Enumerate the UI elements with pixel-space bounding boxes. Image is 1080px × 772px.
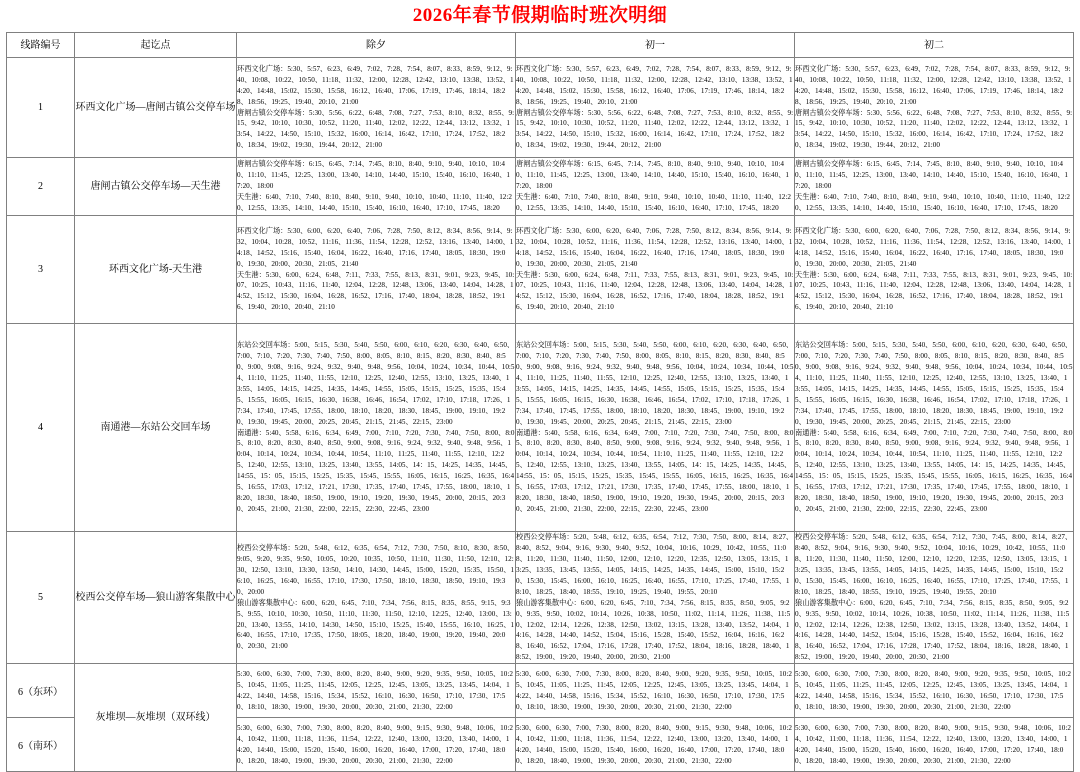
times-line: 东站公交回车场：5:00、5:15、5:30、5:40、5:50、6:00、6:10、6:20、6:30、6:40、6:50、7:00、7:10、7:20、7:30、7:40、7:50、8:00、8:05、8:10、8:15、8:20、8:30、8:40、8:50、9:00、9:08、9:16、9:24、9:32、9:40、9:48、9:56、10:04、10:24、10:34、10:44、10:54、11:10、11:25、11:40、11:55、12:10、12:25、12:40、12:55、13:10、13:25、13:40、13:55、14:05、14:15、14:25、14:35、14:45、14:55、15:05、15:15、15:25、15:35、15:45、15:55、16:05、16:15、16:30、16:38、16:46、16:54、17:02、17:10、17:18、17:26、17:34、17:40、17:45、17:55、18:00、18:10、18:20、18:30、18:45、19:00、19:10、19:20、19:30、19:45、20:00、20:25、20:45、21:15、21:45、22:15、23:00 xyxy=(237,341,515,426)
times-line: 唐闸古镇公交停车场：6:15、6:45、7:14、7:45、8:10、8:40、9:10、9:40、10:10、10:40、11:10、11:45、12:25、13:00、13:40、14:10、14:40、15:10、15:40、16:10、16:40、17:20、18:00 xyxy=(795,160,1068,191)
times-line: 校西公交停车场：5:20、5:48、6:12、6:35、6:54、7:12、7:30、7:50、8:10、8:30、8:50、9:05、9:20、9:35、9:50、10:05、10:20、10:35、10:50、11:10、11:30、11:50、12:10、12:30、12:50、13:10、13:30、13:50、14:10、14:30、14:45、15:00、15:20、15:35、15:50、16:10、16:25、16:40、16:55、17:10、17:30、17:50、18:10、18:30、18:50、19:10、19:30、20:00 xyxy=(237,543,515,596)
cell-times-chuer xyxy=(795,664,1074,718)
times-line: 5:30、6:00、6:30、7:00、7:30、8:00、8:20、8:40、9:00、9:15、9:30、9:48、10:06、10:24、10:42、11:00、11:18、11:36、11:54、12:22、12:40、13:00、13:20、13:40、14:00、14:20、14:40、15:00、15:20、15:40、16:00、16:20、16:40、17:00、17:20、17:40、18:00、18:20、18:40、19:00、19:30、20:00、20:30、21:00、21:30、22:00 xyxy=(516,723,792,765)
times-line: 南通港：5:40、5:58、6:16、6:34、6:49、7:00、7:10、7:20、7:30、7:40、7:50、8:00、8:05、8:10、8:20、8:30、8:40、8:50、9:00、9:08、9:16、9:24、9:32、9:40、9:48、9:56、10:04、10:14、10:24、10:34、10:44、10:54、11:10、11:25、11:40、11:55、12:10、12:25、12:40、12:55、13:10、13:25、13:40、13:55、14:05、14：15、14:25、14:35、14:45、14:55、15：05、15:15、15:25、15:35、15:45、15:55、16:05、16:15、16:25、16:35、16:45、16:55、17:03、17:12、17:21、17:30、17:35、17:40、17:45、17:55、18:00、18:10、18:20、18:30、18:40、18:50、19:00、19:10、19:20、19:30、19:45、20:00、20:15、20:30、20:45、21:00、21:30、22:00、22:15、22:30、22:45、23:00 xyxy=(237,428,515,514)
cell-times-chuer xyxy=(795,324,1074,532)
header-day-chuxi: 除夕 xyxy=(237,33,516,58)
table-row xyxy=(7,664,1074,718)
cell-times-chuxi xyxy=(237,216,516,324)
times-line: 环西文化广场：5:30、6:00、6:20、6:40、7:06、7:28、7:50、8:12、8:34、8:56、9:14、9:32、10:04、10:28、10:52、11:16、11:36、11:54、12:28、12:52、13:16、13:40、14:00、14:18、14:52、15:16、15:40、16:04、16:22、16:40、17:16、17:40、18:05、18:30、19:00、19:30、20:00、20:30、21:05、21:40 xyxy=(516,226,793,268)
cell-times-chuyi xyxy=(516,58,795,158)
times-line: 5:30、6:00、6:30、7:00、7:30、8:00、8:20、8:40、9:00、9:20、9:35、9:50、10:05、10:25、10:45、11:05、11:25、11:45、12:05、12:25、12:45、13:05、13:25、13:45、14:04、14:22、14:40、14:58、15:16、15:34、15:52、16:10、16:30、16:50、17:10、17:30、17:50、18:10、18:30、19:00、19:30、20:00、20:30、21:00、21:30、22:00 xyxy=(237,669,513,711)
table-row xyxy=(7,58,1074,158)
times-line: 环西文化广场：5:30、5:57、6:23、6:49、7:02、7:28、7:54、8:07、8:33、8:59、9:12、9:40、10:08、10:22、10:50、11:18、11:32、12:00、12:28、12:42、13:10、13:38、13:52、14:20、14:48、15:02、15:30、15:58、16:12、16:40、17:06、17:19、17:46、18:14、18:28、18:56、19:25、19:40、20:10、21:00 xyxy=(516,64,793,106)
cell-terminals: 灰堆坝—灰堆坝（双环线） xyxy=(75,664,237,772)
cell-route-no: 2 xyxy=(7,158,75,216)
page-title: 2026年春节假期临时班次明细 xyxy=(412,5,668,26)
cell-route-no: 6（东环） xyxy=(7,664,75,718)
times-line: 5:30、6:00、6:30、7:00、7:30、8:00、8:20、8:40、9:00、9:15、9:30、9:48、10:06、10:24、10:42、11:00、11:18、11:36、11:54、12:22、12:40、13:00、13:20、13:40、14:00、14:20、14:40、15:00、15:20、15:40、16:00、16:20、16:40、17:00、17:20、17:40、18:00、18:20、18:40、19:00、19:30、20:00、20:30、21:00、21:30、22:00 xyxy=(237,723,513,765)
times-line: 天生港：6:40、7:10、7:40、8:10、8:40、9:10、9:40、10:10、10:40、11:10、11:40、12:20、12:55、13:35、14:10、14:40、15:10、15:40、16:10、16:40、17:10、17:45、18:20 xyxy=(237,192,512,212)
times-line: 天生港：6:40、7:10、7:40、8:10、8:40、9:10、9:40、10:10、10:40、11:10、11:40、12:20、12:55、13:35、14:10、14:40、15:10、15:40、16:10、16:40、17:10、17:45、18:20 xyxy=(795,192,1070,212)
cell-route-no: 5 xyxy=(7,532,75,664)
times-line: 天生港：5:30、6:00、6:24、6:48、7:11、7:33、7:55、8:13、8:31、9:01、9:23、9:45、10:07、10:25、10:43、11:16、11:40、12:04、12:28、12:48、13:06、13:40、14:04、14:28、14:52、15:12、15:30、16:04、16:28、16:52、17:16、17:40、18:04、18:28、18:52、19:16、19:40、20:10、20:40、21:10 xyxy=(516,270,794,312)
times-line: 天生港：6:40、7:10、7:40、8:10、8:40、9:10、9:40、10:10、10:40、11:10、11:40、12:20、12:55、13:35、14:10、14:40、15:10、15:40、16:10、16:40、17:10、17:45、18:20 xyxy=(516,192,791,212)
schedule-table xyxy=(6,32,1074,772)
times-line: 南通港：5:40、5:58、6:16、6:34、6:49、7:00、7:10、7:20、7:30、7:40、7:50、8:00、8:05、8:10、8:20、8:30、8:40、8:50、9:00、9:08、9:16、9:24、9:32、9:40、9:48、9:56、10:04、10:14、10:24、10:34、10:44、10:54、11:10、11:25、11:40、11:55、12:10、12:25、12:40、12:55、13:10、13:25、13:40、13:55、14:05、14：15、14:25、14:35、14:45、14:55、15：05、15:15、15:25、15:35、15:45、15:55、16:05、16:15、16:25、16:35、16:45、16:55、17:03、17:12、17:21、17:30、17:35、17:40、17:45、17:55、18:00、18:10、18:20、18:30、18:40、18:50、19:00、19:10、19:20、19:30、19:45、20:00、20:15、20:30、20:45、21:00、21:30、22:00、22:15、22:30、22:45、23:00 xyxy=(795,428,1073,514)
cell-terminals: 校西公交停车场—狼山游客集散中心 xyxy=(75,532,237,664)
table-row xyxy=(7,158,1074,216)
table-row xyxy=(7,532,1074,664)
times-line: 东站公交回车场：5:00、5:15、5:30、5:40、5:50、6:00、6:10、6:20、6:30、6:40、6:50、7:00、7:10、7:20、7:30、7:40、7:50、8:00、8:05、8:10、8:15、8:20、8:30、8:40、8:50、9:00、9:08、9:16、9:24、9:32、9:40、9:48、9:56、10:04、10:24、10:34、10:44、10:54、11:10、11:25、11:40、11:55、12:10、12:25、12:40、12:55、13:10、13:25、13:40、13:55、14:05、14:15、14:25、14:35、14:45、14:55、15:05、15:15、15:25、15:35、15:45、15:55、16:05、16:15、16:30、16:38、16:46、16:54、17:02、17:10、17:18、17:26、17:34、17:40、17:45、17:55、18:00、18:10、18:20、18:30、18:45、19:00、19:10、19:20、19:30、19:45、20:00、20:25、20:45、21:15、21:45、22:15、23:00 xyxy=(795,341,1073,426)
times-line: 唐闸古镇公交停车场：5:30、5:56、6:22、6:48、7:08、7:27、7:53、8:10、8:32、8:55、9:15、9:42、10:10、10:30、10:52、11:20、11:40、12:02、12:22、12:44、13:12、13:32、13:54、14:22、14:50、15:10、15:32、16:00、16:14、16:42、17:10、17:24、17:52、18:20、18:34、19:02、19:30、19:44、20:12、21:00 xyxy=(516,108,794,150)
table-body xyxy=(7,58,1074,772)
times-line: 南通港：5:40、5:58、6:16、6:34、6:49、7:00、7:10、7:20、7:30、7:40、7:50、8:00、8:05、8:10、8:20、8:30、8:40、8:50、9:00、9:08、9:16、9:24、9:32、9:40、9:48、9:56、10:04、10:14、10:24、10:34、10:44、10:54、11:10、11:25、11:40、11:55、12:10、12:25、12:40、12:55、13:10、13:25、13:40、13:55、14:05、14：15、14:25、14:35、14:45、14:55、15：05、15:15、15:25、15:35、15:45、15:55、16:05、16:15、16:25、16:35、16:45、16:55、17:03、17:12、17:21、17:30、17:35、17:40、17:45、17:55、18:00、18:10、18:20、18:30、18:40、18:50、19:00、19:10、19:20、19:30、19:45、20:00、20:15、20:30、20:45、21:00、21:30、22:00、22:15、22:30、22:45、23:00 xyxy=(516,428,794,514)
times-line: 东站公交回车场：5:00、5:15、5:30、5:40、5:50、6:00、6:10、6:20、6:30、6:40、6:50、7:00、7:10、7:20、7:30、7:40、7:50、8:00、8:05、8:10、8:15、8:20、8:30、8:40、8:50、9:00、9:08、9:16、9:24、9:32、9:40、9:48、9:56、10:04、10:24、10:34、10:44、10:54、11:10、11:25、11:40、11:55、12:10、12:25、12:40、12:55、13:10、13:25、13:40、13:55、14:05、14:15、14:25、14:35、14:45、14:55、15:05、15:15、15:25、15:35、15:45、15:55、16:05、16:15、16:30、16:38、16:46、16:54、17:02、17:10、17:18、17:26、17:34、17:40、17:45、17:55、18:00、18:10、18:20、18:30、18:45、19:00、19:10、19:20、19:30、19:45、20:00、20:25、20:45、21:15、21:45、22:15、23:00 xyxy=(516,341,794,426)
times-line: 5:30、6:00、6:30、7:00、7:30、8:00、8:20、8:40、9:00、9:20、9:35、9:50、10:05、10:25、10:45、11:05、11:25、11:45、12:05、12:25、12:45、13:05、13:25、13:45、14:04、14:22、14:40、14:58、15:16、15:34、15:52、16:10、16:30、16:50、17:10、17:30、17:50、18:10、18:30、19:00、19:30、20:00、20:30、21:00、21:30、22:00 xyxy=(516,669,792,711)
cell-route-no: 6（南环） xyxy=(7,718,75,772)
times-line: 校西公交停车场：5:20、5:48、6:12、6:35、6:54、7:12、7:30、7:45、8:00、8:14、8:27、8:40、8:52、9:04、9:16、9:30、9:40、9:52、10:04、10:16、10:29、10:42、10:55、11:08、11:20、11:30、11:40、11:50、12:00、12:10、12:20、12:35、12:50、13:05、13:15、13:25、13:35、13:45、13:55、14:05、14:15、14:25、14:35、14:45、15:00、15:10、15:20、15:30、15:45、16:00、16:10、16:25、16:40、16:55、17:10、17:25、17:40、17:55、18:10、18:25、18:40、18:55、19:10、19:25、19:40、19:55、20:10 xyxy=(795,533,1073,596)
cell-times-chuyi xyxy=(516,324,795,532)
cell-route-no: 4 xyxy=(7,324,75,532)
cell-times-chuyi xyxy=(516,664,795,718)
cell-terminals: 南通港—东站公交回车场 xyxy=(75,324,237,532)
header-day-chuyi: 初一 xyxy=(516,33,795,58)
cell-terminals: 环西文化广场-天生港 xyxy=(75,216,237,324)
times-line: 环西文化广场：5:30、6:00、6:20、6:40、7:06、7:28、7:50、8:12、8:34、8:56、9:14、9:32、10:04、10:28、10:52、11:16、11:36、11:54、12:28、12:52、13:16、13:40、14:00、14:18、14:52、15:16、15:40、16:04、16:22、16:40、17:16、17:40、18:05、18:30、19:00、19:30、20:00、20:30、21:05、21:40 xyxy=(795,226,1072,268)
times-line: 狼山游客集散中心：6:00、6:20、6:45、7:10、7:34、7:56、8:15、8:35、8:55、9:15、9:35、9:55、10:10、10:30、10:50、11:10、11:30、11:50、12:10、12:25、12:40、13:00、13:20、13:40、13:55、14:10、14:30、14:50、15:10、15:25、15:40、15:55、16:10、16:25、16:40、16:55、17:10、17:35、17:50、18:05、18:20、18:40、19:00、19:20、19:40、20:00、20:30、21:00 xyxy=(237,598,515,651)
times-line: 狼山游客集散中心：6:00、6:20、6:45、7:10、7:34、7:56、8:15、8:35、8:50、9:05、9:20、9:35、9:50、10:02、10:14、10:26、10:38、10:50、11:02、11:14、11:26、11:38、11:50、12:02、12:14、12:26、12:38、12:50、13:02、13:15、13:28、13:40、13:52、14:04、14:16、14:28、14:40、14:52、15:04、15:16、15:28、15:40、15:52、16:04、16:16、16:28、16:40、16:52、17:04、17:16、17:28、17:40、17:52、18:04、18:16、18:28、18:40、18:52、19:00、19:20、19:40、20:00、20:30、21:00 xyxy=(516,598,791,662)
times-line: 环西文化广场：5:30、5:57、6:23、6:49、7:02、7:28、7:54、8:07、8:33、8:59、9:12、9:40、10:08、10:22、10:50、11:18、11:32、12:00、12:28、12:42、13:10、13:38、13:52、14:20、14:48、15:02、15:30、15:58、16:12、16:40、17:06、17:19、17:46、18:14、18:28、18:56、19:25、19:40、20:10、21:00 xyxy=(795,64,1072,106)
times-line: 天生港：5:30、6:00、6:24、6:48、7:11、7:33、7:55、8:13、8:31、9:01、9:23、9:45、10:07、10:25、10:43、11:16、11:40、12:04、12:28、12:48、13:06、13:40、14:04、14:28、14:52、15:12、15:30、16:04、16:28、16:52、17:16、17:40、18:04、18:28、18:52、19:16、19:40、20:10、20:40、21:10 xyxy=(237,270,515,312)
cell-route-no: 3 xyxy=(7,216,75,324)
times-line: 狼山游客集散中心：6:00、6:20、6:45、7:10、7:34、7:56、8:15、8:35、8:50、9:05、9:20、9:35、9:50、10:02、10:14、10:26、10:38、10:50、11:02、11:14、11:26、11:38、11:50、12:02、12:14、12:26、12:38、12:50、13:02、13:15、13:28、13:40、13:52、14:04、14:16、14:28、14:40、14:52、15:04、15:16、15:28、15:40、15:52、16:04、16:16、16:28、16:40、16:52、17:04、17:16、17:28、17:40、17:52、18:04、18:16、18:28、18:40、18:52、19:00、19:20、19:40、20:00、20:30、21:00 xyxy=(795,598,1070,662)
times-line: 唐闸古镇公交停车场：6:15、6:45、7:14、7:45、8:10、8:40、9:10、9:40、10:10、10:40、11:10、11:45、12:25、13:00、13:40、14:10、14:40、15:10、15:40、16:10、16:40、17:20、18:00 xyxy=(516,160,789,191)
table-header xyxy=(7,33,1074,58)
header-terminals: 起讫点 xyxy=(75,33,237,58)
cell-times-chuer xyxy=(795,532,1074,664)
cell-terminals: 唐闸古镇公交停车场—天生港 xyxy=(75,158,237,216)
cell-times-chuxi xyxy=(237,532,516,664)
times-line: 唐闸古镇公交停车场：5:30、5:56、6:22、6:48、7:08、7:27、7:53、8:10、8:32、8:55、9:15、9:42、10:10、10:30、10:52、11:20、11:40、12:02、12:22、12:44、13:12、13:32、13:54、14:22、14:50、15:10、15:32、16:00、16:14、16:42、17:10、17:24、17:52、18:20、18:34、19:02、19:30、19:44、20:12、21:00 xyxy=(795,108,1073,150)
times-line: 校西公交停车场：5:20、5:48、6:12、6:35、6:54、7:12、7:30、7:50、8:00、8:14、8:27、8:40、8:52、9:04、9:16、9:30、9:40、9:52、10:04、10:16、10:29、10:42、10:55、11:08、11:20、11:30、11:40、11:50、12:00、12:10、12:20、12:35、12:50、13:05、13:15、13:25、13:35、13:45、13:55、14:05、14:15、14:25、14:35、14:45、15:00、15:10、15:20、15:30、15:45、16:00、16:10、16:25、16:40、16:55、17:10、17:25、17:40、17:55、18:10、18:25、18:40、18:55、19:10、19:25、19:40、19:55、20:10 xyxy=(516,533,794,596)
table-row xyxy=(7,324,1074,532)
cell-times-chuxi xyxy=(237,324,516,532)
cell-times-chuyi xyxy=(516,532,795,664)
times-line: 天生港：5:30、6:00、6:24、6:48、7:11、7:33、7:55、8:13、8:31、9:01、9:23、9:45、10:07、10:25、10:43、11:16、11:40、12:04、12:28、12:48、13:06、13:40、14:04、14:28、14:52、15:12、15:30、16:04、16:28、16:52、17:16、17:40、18:04、18:28、18:52、19:16、19:40、20:10、20:40、21:10 xyxy=(795,270,1073,312)
cell-route-no: 1 xyxy=(7,58,75,158)
header-row xyxy=(7,33,1074,58)
cell-times-chuxi xyxy=(237,664,516,718)
cell-terminals: 环西文化广场—唐闸古镇公交停车场 xyxy=(75,58,237,158)
cell-times-chuer xyxy=(795,158,1074,216)
times-line: 环西文化广场：5:30、5:57、6:23、6:49、7:02、7:28、7:54、8:07、8:33、8:59、9:12、9:40、10:08、10:22、10:50、11:18、11:32、12:00、12:28、12:42、13:10、13:38、13:52、14:20、14:48、15:02、15:30、15:58、16:12、16:40、17:06、17:19、17:46、18:14、18:28、18:56、19:25、19:40、20:10、21:00 xyxy=(237,64,514,106)
header-route-no: 线路编号 xyxy=(7,33,75,58)
cell-times-chuer xyxy=(795,216,1074,324)
times-line: 环西文化广场：5:30、6:00、6:20、6:40、7:06、7:28、7:50、8:12、8:34、8:56、9:14、9:32、10:04、10:28、10:52、11:16、11:36、11:54、12:28、12:52、13:16、13:40、14:00、14:18、14:52、15:16、15:40、16:04、16:22、16:40、17:16、17:40、18:05、18:30、19:00、19:30、20:00、20:30、21:05、21:40 xyxy=(237,226,514,268)
times-line: 唐闸古镇公交停车场：5:30、5:56、6:22、6:48、7:08、7:27、7:53、8:10、8:32、8:55、9:15、9:42、10:10、10:30、10:52、11:20、11:40、12:02、12:22、12:44、13:12、13:32、13:54、14:22、14:50、15:10、15:32、16:00、16:14、16:42、17:10、17:24、17:52、18:20、18:34、19:02、19:30、19:44、20:12、21:00 xyxy=(237,108,515,150)
times-line: 5:30、6:00、6:30、7:00、7:30、8:00、8:20、8:40、9:00、9:20、9:35、9:50、10:05、10:25、10:45、11:05、11:25、11:45、12:05、12:25、12:45、13:05、13:25、13:45、14:04、14:22、14:40、14:58、15:16、15:34、15:52、16:10、16:30、16:50、17:10、17:30、17:50、18:10、18:30、19:00、19:30、20:00、20:30、21:00、21:30、22:00 xyxy=(795,669,1071,711)
cell-times-chuyi xyxy=(516,158,795,216)
table-row xyxy=(7,216,1074,324)
times-line: 5:30、6:00、6:30、7:00、7:30、8:00、8:20、8:40、9:00、9:15、9:30、9:48、10:06、10:24、10:42、11:00、11:18、11:36、11:54、12:22、12:40、13:00、13:20、13:40、14:00、14:20、14:40、15:00、15:20、15:40、16:00、16:20、16:40、17:00、17:20、17:40、18:00、18:20、18:40、19:00、19:30、20:00、20:30、21:00、21:30、22:00 xyxy=(795,723,1071,765)
times-line: 唐闸古镇公交停车场：6:15、6:45、7:14、7:45、8:10、8:40、9:10、9:40、10:10、10:40、11:10、11:45、12:25、13:00、13:40、14:10、14:40、15:10、15:40、16:10、16:40、17:20、18:00 xyxy=(237,160,510,191)
cell-times-chuer xyxy=(795,58,1074,158)
cell-times-chuxi xyxy=(237,158,516,216)
cell-times-chuyi xyxy=(516,216,795,324)
cell-times-chuxi xyxy=(237,58,516,158)
header-day-chuer: 初二 xyxy=(795,33,1074,58)
